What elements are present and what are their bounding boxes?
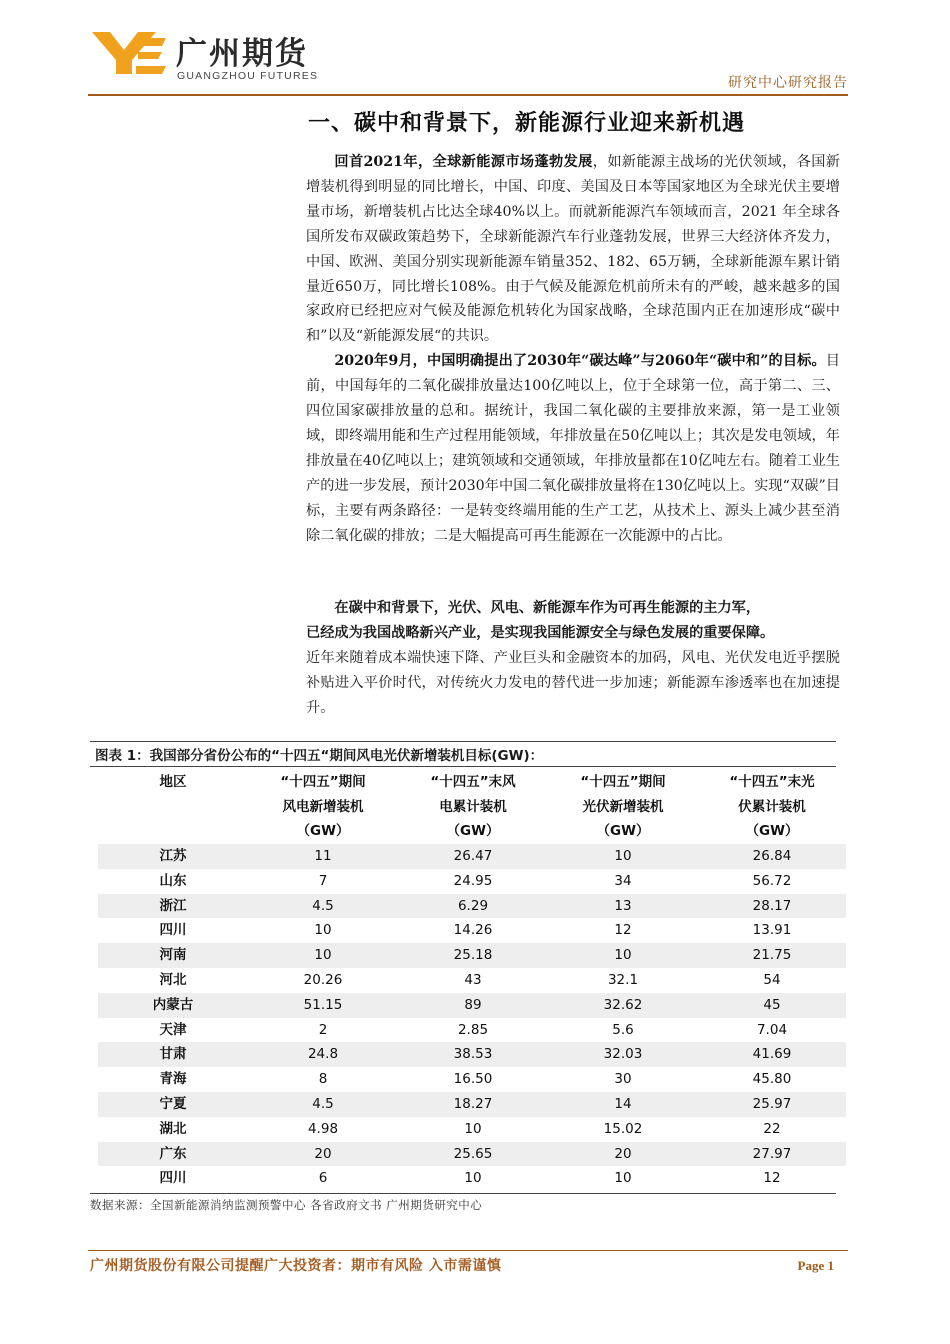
- table-cell-value: 7.04: [756, 1021, 788, 1038]
- table-cell-value: 10: [548, 844, 698, 869]
- page-number: Page 1: [797, 1258, 834, 1273]
- paragraph-3-lead-line1: 在碳中和背景下，光伏、风电、新能源车作为可再生能源的主力军，: [334, 600, 761, 616]
- table-cell-region: 内蒙古: [98, 993, 248, 1018]
- risk-disclaimer: 广州期货股份有限公司提醒广大投资者：期市有风险 入市需谨慎: [90, 1258, 502, 1274]
- paragraph-1-lead: 回首2021年，全球新能源市场蓬勃发展: [334, 154, 593, 170]
- table-cell-value: 10: [464, 1170, 482, 1187]
- table-cell-region: 四川: [159, 922, 187, 939]
- table-cell-value: 51.15: [248, 993, 398, 1018]
- page-header: [88, 22, 848, 96]
- table-cell-value: 15.02: [603, 1120, 643, 1137]
- table-cell-value: 10: [248, 943, 398, 968]
- table-cell-value: 43: [464, 971, 482, 988]
- table-header-row: [98, 770, 846, 844]
- table-cell-value: 27.97: [698, 1142, 846, 1167]
- paragraph-3-lead-line2: 已经成为我国战略新兴产业，是实现我国能源安全与绿色发展的重要保障。: [306, 624, 775, 641]
- header-pv-cumulative: “十四五”末光 伏累计装机 （GW）: [729, 774, 815, 839]
- table-cell-value: 26.47: [398, 844, 548, 869]
- table-cell-value: 25.65: [398, 1142, 548, 1167]
- table-cell-value: 14: [548, 1092, 698, 1117]
- table-cell-value: 4.5: [248, 894, 398, 919]
- table-row: [98, 1092, 846, 1117]
- table-cell-region: 浙江: [98, 894, 248, 919]
- table-row: [98, 1067, 846, 1092]
- table-cell-value: 45.80: [752, 1071, 792, 1088]
- table-row: [98, 993, 846, 1018]
- table-cell-value: 28.17: [698, 894, 846, 919]
- guangzhou-futures-logo-icon: [88, 28, 168, 78]
- header-region: 地区: [159, 774, 187, 790]
- table-cell-value: 25.97: [698, 1092, 846, 1117]
- table-row: [98, 1166, 846, 1191]
- table-cell-region: 山东: [159, 872, 187, 889]
- table-caption-rule: [90, 766, 836, 767]
- table-cell-value: 89: [398, 993, 548, 1018]
- brand-name-en: GUANGZHOU FUTURES: [177, 70, 319, 82]
- table-cell-value: 5.6: [612, 1021, 634, 1038]
- table-cell-region: 天津: [159, 1021, 187, 1038]
- table-cell-value: 34: [614, 872, 632, 889]
- table-cell-region: 河南: [98, 943, 248, 968]
- table-cell-value: 32.62: [548, 993, 698, 1018]
- table-cell-value: 10: [314, 922, 332, 939]
- table-cell-value: 10: [614, 1170, 632, 1187]
- table-cell-value: 2: [318, 1021, 328, 1038]
- paragraph-2: [306, 349, 840, 548]
- table-cell-value: 18.27: [398, 1092, 548, 1117]
- table-cell-value: 20: [248, 1142, 398, 1167]
- table-cell-value: 24.95: [453, 872, 493, 889]
- table-cell-value: 6: [318, 1170, 328, 1187]
- table-body: [98, 844, 846, 1191]
- table-cell-value: 56.72: [752, 872, 792, 889]
- table-cell-value: 20.26: [303, 971, 343, 988]
- table-cell-value: 7: [318, 872, 328, 889]
- table-cell-value: 22: [763, 1120, 781, 1137]
- header-pv-added: “十四五”期间 光伏新增装机 （GW）: [580, 774, 666, 839]
- data-source-note: 数据来源：全国新能源消纳监测预警中心 各省政府文书 广州期货研究中心: [90, 1198, 483, 1212]
- footer-divider: [88, 1250, 848, 1251]
- table-cell-value: 6.29: [398, 894, 548, 919]
- table-cell-value: 26.84: [698, 844, 846, 869]
- table-cell-value: 30: [614, 1071, 632, 1088]
- table-cell-value: 11: [248, 844, 398, 869]
- table-row: [98, 1117, 846, 1142]
- table-cell-value: 38.53: [398, 1042, 548, 1067]
- table-cell-region: 宁夏: [98, 1092, 248, 1117]
- table-top-rule: [90, 741, 836, 742]
- body-text: [306, 150, 840, 549]
- table-cell-value: 24.8: [248, 1042, 398, 1067]
- table-row: [98, 1042, 846, 1067]
- table-cell-region: 甘肃: [98, 1042, 248, 1067]
- paragraph-1: [306, 150, 840, 349]
- table-cell-value: 10: [464, 1120, 482, 1137]
- table-cell-region: 广东: [98, 1142, 248, 1167]
- table-row: [98, 918, 846, 943]
- table-cell-value: 2.85: [457, 1021, 489, 1038]
- table-cell-value: 41.69: [698, 1042, 846, 1067]
- table-cell-value: 13: [548, 894, 698, 919]
- table-cell-region: 江苏: [98, 844, 248, 869]
- table-cell-value: 16.50: [453, 1071, 493, 1088]
- table-cell-region: 河北: [159, 971, 187, 988]
- table-cell-value: 20: [548, 1142, 698, 1167]
- table-cell-region: 青海: [159, 1071, 187, 1088]
- table-row: [98, 968, 846, 993]
- table-cell-value: 21.75: [698, 943, 846, 968]
- paragraph-3-rest: 近年来随着成本端快速下降、产业巨头和金融资本的加码，风电、光伏发电近乎摆脱补贴进入平价时代，对传统火力发电的替代进一步加速；新能源车渗透率也在加速提升。: [306, 650, 840, 716]
- header-divider: [88, 94, 848, 96]
- installed-capacity-table: [98, 770, 846, 1191]
- table-cell-value: 10: [548, 943, 698, 968]
- table-row: [98, 1142, 846, 1167]
- table-row: [98, 943, 846, 968]
- table-cell-value: 14.26: [453, 922, 493, 939]
- table-cell-region: 湖北: [159, 1120, 187, 1137]
- header-wind-added: “十四五”期间 风电新增装机 （GW）: [280, 774, 366, 839]
- table-cell-value: 12: [763, 1170, 781, 1187]
- paragraph-3-lead: [306, 596, 846, 646]
- table-cell-region: 四川: [159, 1170, 187, 1187]
- table-cell-value: 12: [614, 922, 632, 939]
- table-row: [98, 869, 846, 894]
- table-cell-value: 54: [763, 971, 781, 988]
- brand-name-cn: 广州期货: [176, 36, 308, 72]
- table-cell-value: 45: [698, 993, 846, 1018]
- section-title: 一、碳中和背景下，新能源行业迎来新机遇: [308, 111, 746, 136]
- table-cell-value: 25.18: [398, 943, 548, 968]
- table-cell-value: 4.5: [248, 1092, 398, 1117]
- table-bottom-rule: [90, 1193, 836, 1194]
- paragraph-2-rest: 目前，中国每年的二氧化碳排放量达100亿吨以上，位于全球第一位，高于第二、三、四位国家碳排放量的总和。据统计，我国二氧化碳的主要排放来源，第一是工业领域，即终端用能和生产过程用能领域，年排放量在50亿吨以上；其次是发电领域，年排放量在40亿吨以上；建筑领域和交通领域，年排放量都在10亿吨左右。随着工业生产的进一步发展，预计2030年中国二氧化碳排放量将在130亿吨以上。实现“双碳”目标，主要有两条路径：一是转变终端用能的生产工艺，从技术上、源头上减少甚至消除二氧化碳的排放；二是大幅提高可再生能源在一次能源中的占比。: [306, 353, 840, 544]
- report-type-label: 研究中心研究报告: [728, 75, 848, 91]
- table-row: [98, 894, 846, 919]
- table-cell-value: 32.1: [607, 971, 639, 988]
- header-wind-cumulative: “十四五”末风 电累计装机 （GW）: [430, 774, 516, 839]
- table-row: [98, 1018, 846, 1043]
- table-cell-value: 8: [318, 1071, 328, 1088]
- paragraph-2-lead: 2020年9月，中国明确提出了2030年“碳达峰”与2060年“碳中和”的目标。: [334, 353, 826, 370]
- table-cell-value: 32.03: [548, 1042, 698, 1067]
- paragraph-1-rest: ，如新能源主战场的光伏领域，各国新增装机得到明显的同比增长，中国、印度、美国及日本等国家地区为全球光伏主要增量市场，新增装机占比达全球40%以上。而就新能源汽车领域而言，2021 年全球各国所发布双碳政策趋势下，全球新能源汽车行业蓬勃发展，世界三大经济体齐发力，中国、欧洲、美国分别实现新能源车销量352、182、65万辆，全球新能源车累计销量近650万，同比增长108%。由于气候及能源危机前所未有的严峻，越来越多的国家政府已经把应对气候及能源危机转化为国家战略，全球范围内正在加速形成“碳中和”以及“新能源发展“的共识。: [306, 154, 840, 345]
- table-cell-value: 13.91: [752, 922, 792, 939]
- table-row: [98, 844, 846, 869]
- table-caption: 图表 1：我国部分省份公布的“十四五“期间风电光伏新增装机目标(GW)：: [95, 748, 544, 764]
- table-cell-value: 4.98: [307, 1120, 339, 1137]
